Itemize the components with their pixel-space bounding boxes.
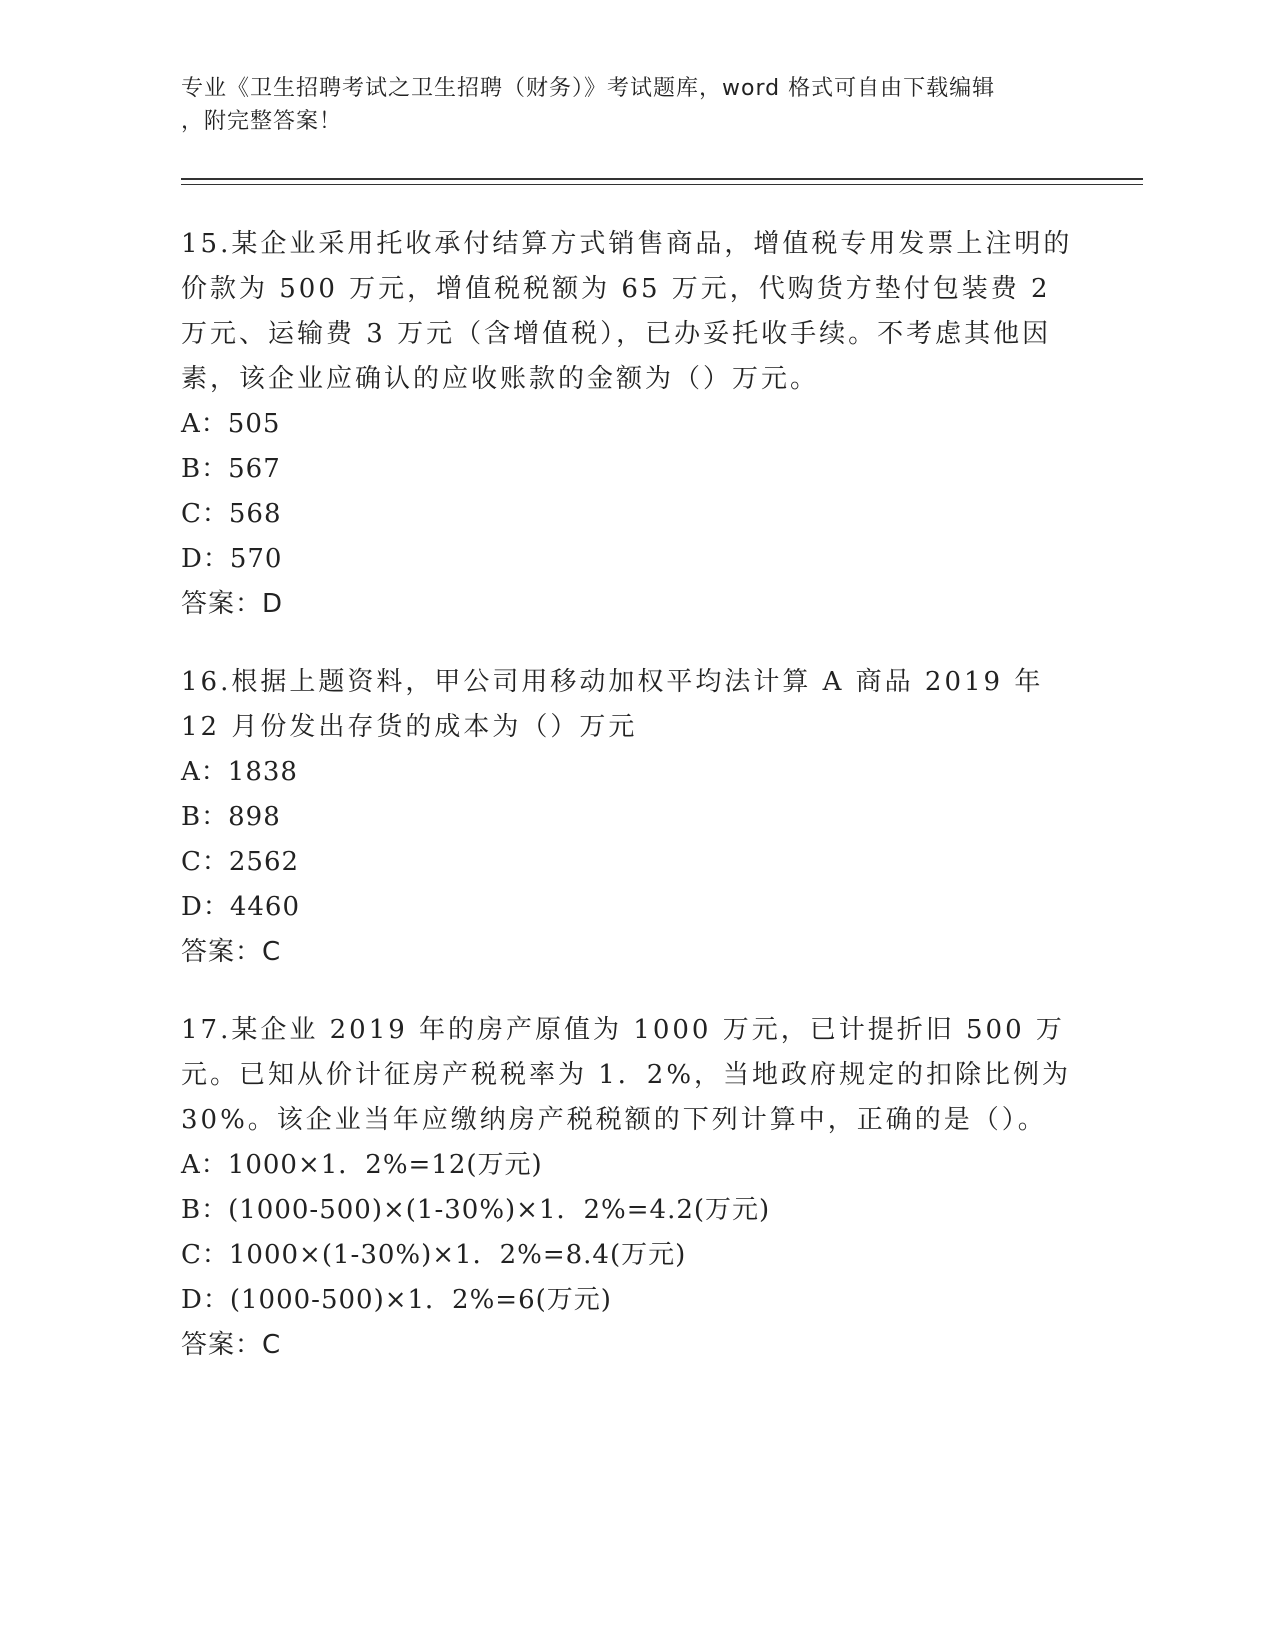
option-b: B：898 <box>181 802 281 832</box>
header-divider-thick <box>181 178 1143 180</box>
question-text: 16.根据上题资料，甲公司用移动加权平均法计算 A 商品 2019 年 12 月份发出存货的成本为（）万元 <box>181 667 1044 742</box>
option-d: D：(1000-500)×1．2%=6(万元) <box>181 1285 612 1315</box>
option-d: D：4460 <box>181 892 301 922</box>
question-text: 17.某企业 2019 年的房产原值为 1000 万元，已计提折旧 500 万元。已知从价计征房产税税率为 1．2%，当地政府规定的扣除比例为 30%。该企业当年应缴纳房产税税额的下列计算中，正确的是（）。 <box>181 1015 1072 1135</box>
option-b: B：(1000-500)×(1-30%)×1．2%=4.2(万元) <box>181 1195 771 1225</box>
question-text: 15.某企业采用托收承付结算方式销售商品，增值税专用发票上注明的价款为 500 万元，增值税税额为 65 万元，代购货方垫付包装费 2 万元、运输费 3 万元（含增值税），已办妥托收手续。不考虑其他因素，该企业应确认的应收账款的金额为（）万元。 <box>181 229 1073 394</box>
header-line-2: ，附完整答案！ <box>181 109 343 134</box>
answer: 答案：D <box>181 589 284 619</box>
option-a: A：1000×1．2%=12(万元) <box>181 1150 543 1180</box>
header-line-1: 专业《卫生招聘考试之卫生招聘（财务）》考试题库，word 格式可自由下载编辑 <box>181 76 996 101</box>
option-b: B：567 <box>181 454 281 484</box>
question-15 <box>181 222 1081 627</box>
option-c: C：1000×(1-30%)×1．2%=8.4(万元) <box>181 1240 687 1270</box>
question-17 <box>181 1008 1081 1368</box>
header-divider-thin <box>181 184 1143 185</box>
option-a: A：505 <box>181 409 281 439</box>
document-header <box>181 72 1061 138</box>
option-a: A：1838 <box>181 757 298 787</box>
question-16 <box>181 660 1081 975</box>
option-c: C：2562 <box>181 847 300 877</box>
answer: 答案：C <box>181 1330 282 1360</box>
option-c: C：568 <box>181 499 282 529</box>
option-d: D：570 <box>181 544 283 574</box>
answer: 答案：C <box>181 937 282 967</box>
